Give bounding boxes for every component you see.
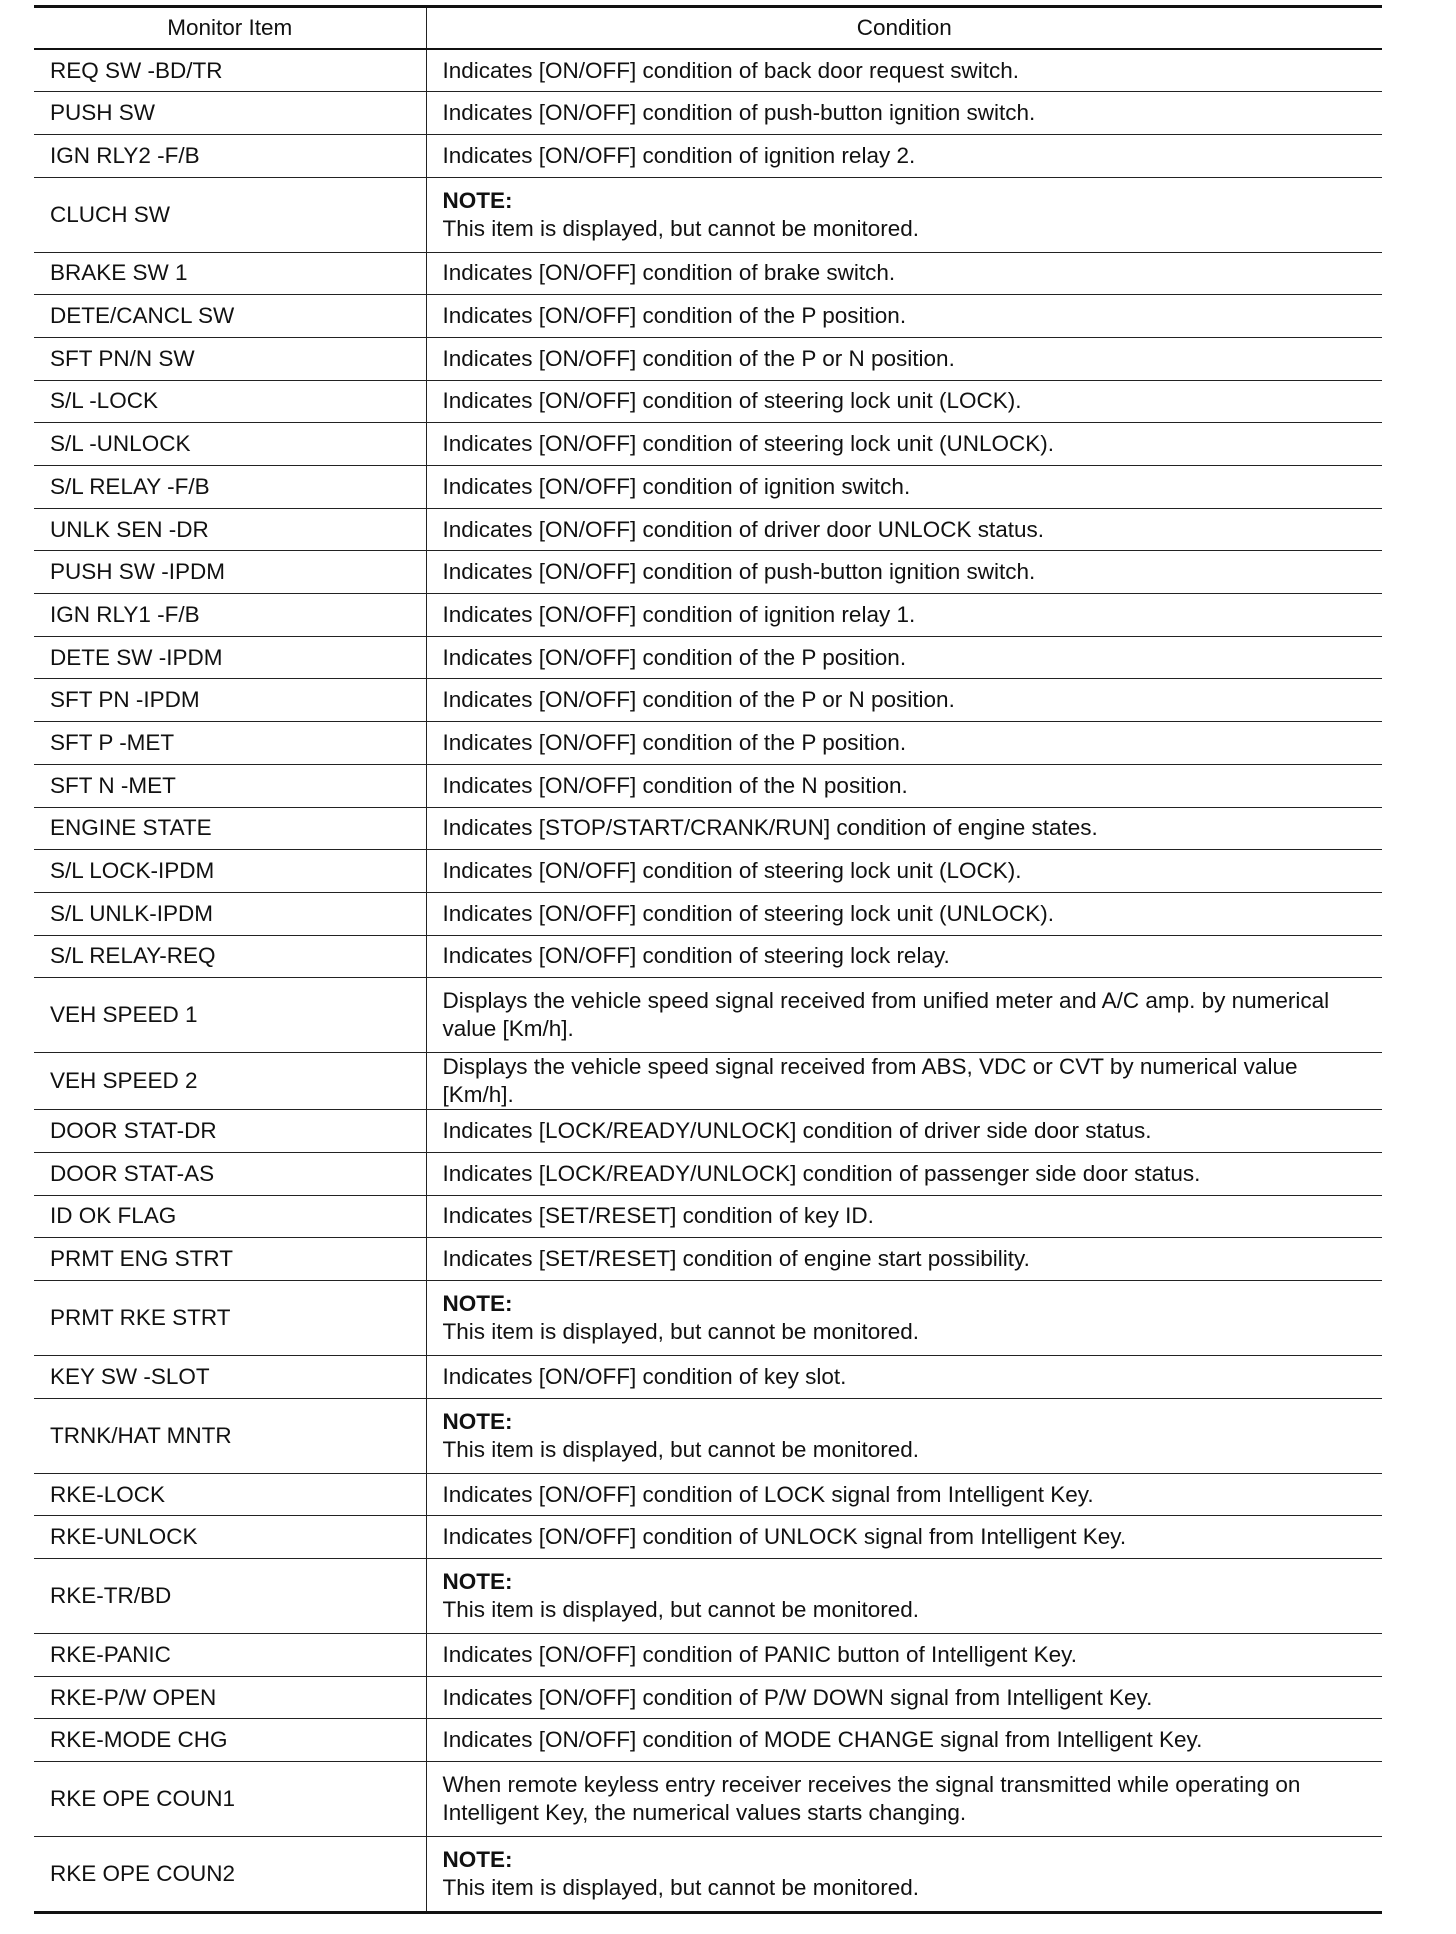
table-row [34, 423, 1382, 466]
monitor-item-cell: IGN RLY1 -F/B [34, 594, 426, 637]
table-row [34, 1559, 1382, 1634]
condition-cell: Displays the vehicle speed signal received from ABS, VDC or CVT by numerical value [Km/h]. [426, 1053, 1382, 1110]
condition-cell: Indicates [ON/OFF] condition of the P or N position. [426, 337, 1382, 380]
condition-cell: Indicates [SET/RESET] condition of engine start possibility. [426, 1238, 1382, 1281]
monitor-item-cell: ENGINE STATE [34, 807, 426, 850]
condition-cell: Indicates [ON/OFF] condition of steering lock unit (LOCK). [426, 850, 1382, 893]
table-row [34, 337, 1382, 380]
header-condition: Condition [426, 7, 1382, 50]
table-row [34, 1837, 1382, 1913]
table-row [34, 295, 1382, 338]
monitor-item-table [34, 5, 1382, 1914]
monitor-item-cell: RKE OPE COUN2 [34, 1837, 426, 1913]
monitor-item-cell: ID OK FLAG [34, 1195, 426, 1238]
condition-cell: Indicates [ON/OFF] condition of the P or N position. [426, 679, 1382, 722]
condition-cell [426, 1837, 1382, 1913]
table-row [34, 92, 1382, 135]
monitor-item-cell: TRNK/HAT MNTR [34, 1398, 426, 1473]
monitor-item-cell: CLUCH SW [34, 177, 426, 252]
table-row [34, 1152, 1382, 1195]
condition-cell: Indicates [ON/OFF] condition of the P position. [426, 295, 1382, 338]
monitor-item-cell: RKE-LOCK [34, 1473, 426, 1516]
condition-cell: Indicates [ON/OFF] condition of the P position. [426, 636, 1382, 679]
note-label: NOTE: [442, 1569, 513, 1595]
table-row [34, 1676, 1382, 1719]
condition-cell: Indicates [ON/OFF] condition of the N position. [426, 764, 1382, 807]
condition-cell: Indicates [ON/OFF] condition of the P position. [426, 722, 1382, 765]
note-text: This item is displayed, but cannot be monitored. [442, 1436, 919, 1462]
header-monitor-item: Monitor Item [34, 7, 426, 50]
table-row [34, 1762, 1382, 1837]
monitor-item-cell: SFT PN/N SW [34, 337, 426, 380]
table-row [34, 764, 1382, 807]
condition-cell: Indicates [LOCK/READY/UNLOCK] condition of driver side door status. [426, 1110, 1382, 1153]
condition-cell [426, 177, 1382, 252]
monitor-item-cell: DETE/CANCL SW [34, 295, 426, 338]
monitor-item-cell: SFT PN -IPDM [34, 679, 426, 722]
table-row [34, 722, 1382, 765]
note-text: This item is displayed, but cannot be monitored. [442, 215, 919, 241]
condition-cell [426, 1559, 1382, 1634]
header-row [34, 7, 1382, 50]
monitor-item-cell: S/L -UNLOCK [34, 423, 426, 466]
note-label: NOTE: [442, 187, 513, 213]
condition-cell: Indicates [ON/OFF] condition of steering lock unit (UNLOCK). [426, 423, 1382, 466]
condition-cell [426, 1398, 1382, 1473]
monitor-item-cell: DOOR STAT-AS [34, 1152, 426, 1195]
note-label: NOTE: [442, 1408, 513, 1434]
note-label: NOTE: [442, 1291, 513, 1316]
table-header [34, 7, 1382, 50]
table-row [34, 1634, 1382, 1677]
table-row [34, 1053, 1382, 1110]
table-row [34, 1238, 1382, 1281]
monitor-item-cell: PUSH SW [34, 92, 426, 135]
table-row [34, 935, 1382, 978]
table-row [34, 1719, 1382, 1762]
monitor-item-cell: RKE-PANIC [34, 1634, 426, 1677]
table-row [34, 252, 1382, 295]
table-row [34, 1110, 1382, 1153]
table-body [34, 49, 1382, 1913]
monitor-item-cell: RKE-P/W OPEN [34, 1676, 426, 1719]
monitor-item-cell: UNLK SEN -DR [34, 508, 426, 551]
monitor-item-cell: RKE-TR/BD [34, 1559, 426, 1634]
monitor-item-cell: DOOR STAT-DR [34, 1110, 426, 1153]
monitor-item-cell: S/L RELAY-REQ [34, 935, 426, 978]
condition-cell [426, 1281, 1382, 1356]
table-row [34, 1398, 1382, 1473]
monitor-item-cell: VEH SPEED 1 [34, 978, 426, 1053]
condition-cell: Indicates [ON/OFF] condition of steering lock unit (UNLOCK). [426, 892, 1382, 935]
condition-cell: Indicates [ON/OFF] condition of UNLOCK signal from Intelligent Key. [426, 1516, 1382, 1559]
condition-cell: Indicates [ON/OFF] condition of ignition switch. [426, 466, 1382, 509]
condition-cell: Indicates [ON/OFF] condition of steering lock unit (LOCK). [426, 380, 1382, 423]
condition-cell: Indicates [ON/OFF] condition of PANIC button of Intelligent Key. [426, 1634, 1382, 1677]
condition-cell: Indicates [ON/OFF] condition of back door request switch. [426, 49, 1382, 92]
condition-cell: Indicates [ON/OFF] condition of ignition relay 2. [426, 134, 1382, 177]
table-row [34, 1473, 1382, 1516]
table-row [34, 807, 1382, 850]
condition-cell: Indicates [ON/OFF] condition of push-button ignition switch. [426, 551, 1382, 594]
condition-cell: Indicates [ON/OFF] condition of steering lock relay. [426, 935, 1382, 978]
monitor-item-cell: PRMT RKE STRT [34, 1281, 426, 1356]
condition-cell: Displays the vehicle speed signal received from unified meter and A/C amp. by numerical value [Km/h]. [426, 978, 1382, 1053]
table-row [34, 1356, 1382, 1399]
table-row [34, 978, 1382, 1053]
table-row [34, 1516, 1382, 1559]
table-row [34, 380, 1382, 423]
note-label: NOTE: [442, 1847, 513, 1873]
monitor-item-cell: RKE-MODE CHG [34, 1719, 426, 1762]
condition-cell: Indicates [ON/OFF] condition of ignition relay 1. [426, 594, 1382, 637]
table-row [34, 1195, 1382, 1238]
note-text: This item is displayed, but cannot be monitored. [442, 1319, 919, 1344]
note-text: This item is displayed, but cannot be monitored. [442, 1597, 919, 1623]
condition-cell: Indicates [SET/RESET] condition of key ID. [426, 1195, 1382, 1238]
table-row [34, 177, 1382, 252]
table-row [34, 49, 1382, 92]
table-row [34, 850, 1382, 893]
table-row [34, 134, 1382, 177]
condition-cell: Indicates [ON/OFF] condition of brake switch. [426, 252, 1382, 295]
monitor-item-cell: S/L LOCK-IPDM [34, 850, 426, 893]
condition-cell: When remote keyless entry receiver receives the signal transmitted while operating on Intelligent Key, the numerical values starts changing. [426, 1762, 1382, 1837]
condition-cell: Indicates [ON/OFF] condition of push-button ignition switch. [426, 92, 1382, 135]
table-row [34, 594, 1382, 637]
table-row [34, 679, 1382, 722]
note-text: This item is displayed, but cannot be monitored. [442, 1875, 919, 1901]
monitor-item-cell: DETE SW -IPDM [34, 636, 426, 679]
table-row [34, 508, 1382, 551]
table-row [34, 1281, 1382, 1356]
monitor-item-cell: RKE-UNLOCK [34, 1516, 426, 1559]
condition-cell: Indicates [ON/OFF] condition of P/W DOWN signal from Intelligent Key. [426, 1676, 1382, 1719]
monitor-item-cell: BRAKE SW 1 [34, 252, 426, 295]
table-row [34, 466, 1382, 509]
monitor-item-cell: S/L UNLK-IPDM [34, 892, 426, 935]
monitor-item-cell: RKE OPE COUN1 [34, 1762, 426, 1837]
table-row [34, 892, 1382, 935]
condition-cell: Indicates [ON/OFF] condition of LOCK signal from Intelligent Key. [426, 1473, 1382, 1516]
monitor-item-cell: PRMT ENG STRT [34, 1238, 426, 1281]
monitor-item-cell: IGN RLY2 -F/B [34, 134, 426, 177]
monitor-item-cell: SFT P -MET [34, 722, 426, 765]
table-row [34, 551, 1382, 594]
condition-cell: Indicates [ON/OFF] condition of driver door UNLOCK status. [426, 508, 1382, 551]
condition-cell: Indicates [ON/OFF] condition of key slot. [426, 1356, 1382, 1399]
condition-cell: Indicates [LOCK/READY/UNLOCK] condition of passenger side door status. [426, 1152, 1382, 1195]
monitor-item-cell: VEH SPEED 2 [34, 1053, 426, 1110]
condition-cell: Indicates [ON/OFF] condition of MODE CHANGE signal from Intelligent Key. [426, 1719, 1382, 1762]
monitor-item-cell: SFT N -MET [34, 764, 426, 807]
monitor-item-cell: S/L -LOCK [34, 380, 426, 423]
table-row [34, 636, 1382, 679]
monitor-item-cell: REQ SW -BD/TR [34, 49, 426, 92]
condition-cell: Indicates [STOP/START/CRANK/RUN] condition of engine states. [426, 807, 1382, 850]
monitor-item-cell: PUSH SW -IPDM [34, 551, 426, 594]
monitor-item-cell: KEY SW -SLOT [34, 1356, 426, 1399]
monitor-item-cell: S/L RELAY -F/B [34, 466, 426, 509]
